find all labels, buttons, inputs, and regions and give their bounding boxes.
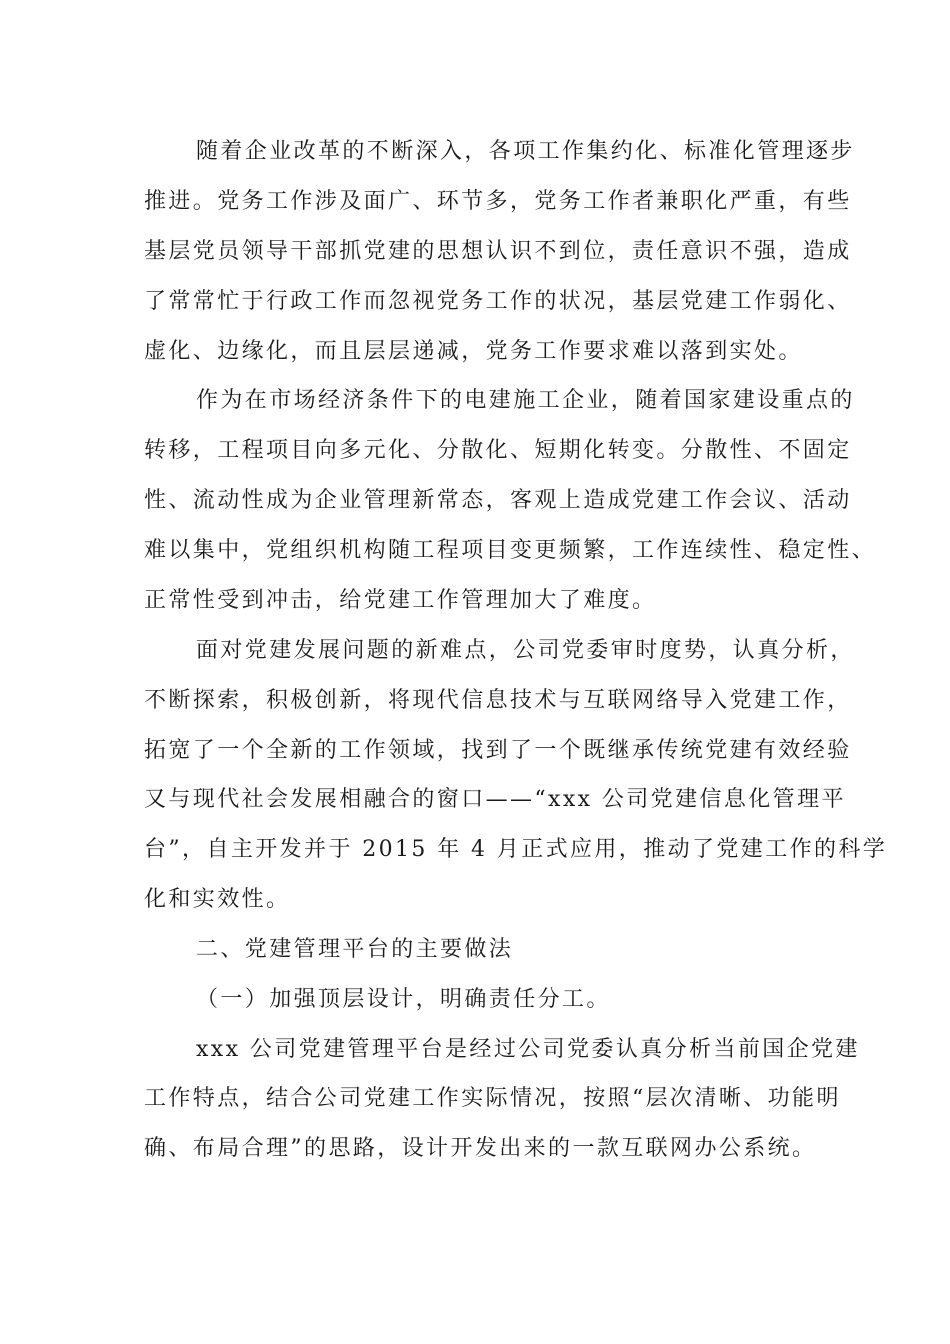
paragraph-1-line-2: 推进。党务工作涉及面广、环节多，党务工作者兼职化严重，有些 [144, 189, 852, 214]
paragraph-1-line-3: 基层党员领导干部抓党建的思想认识不到位，责任意识不强，造成 [144, 239, 852, 264]
paragraph-4-line-1: xxx 公司党建管理平台是经过公司党委认真分析当前国企党建 [196, 1037, 860, 1062]
paragraph-3-line-6: 化和实效性。 [144, 887, 291, 912]
paragraph-2-line-2: 转移，工程项目向多元化、分散化、短期化转变。分散性、不固定 [144, 438, 852, 463]
paragraph-1-line-4: 了常常忙于行政工作而忽视党务工作的状况，基层党建工作弱化、 [144, 289, 852, 314]
paragraph-2-line-3: 性、流动性成为企业管理新常态，客观上造成党建工作会议、活动 [144, 488, 852, 513]
paragraph-2-line-4: 难以集中，党组织机构随工程项目变更频繁，工作连续性、稳定性、 [144, 538, 877, 563]
paragraph-2-line-1: 作为在市场经济条件下的电建施工企业，随着国家建设重点的 [196, 388, 855, 413]
paragraph-3-line-1: 面对党建发展问题的新难点，公司党委审时度势，认真分析， [196, 638, 855, 663]
paragraph-1-line-1: 随着企业改革的不断深入，各项工作集约化、标准化管理逐步 [196, 139, 855, 164]
paragraph-4-line-3: 确、布局合理”的思路，设计开发出来的一款互联网办公系统。 [144, 1136, 817, 1161]
paragraph-2-line-5: 正常性受到冲击，给党建工作管理加大了难度。 [144, 588, 657, 613]
paragraph-3-line-3: 拓宽了一个全新的工作领域，找到了一个既继承传统党建有效经验 [144, 738, 852, 763]
paragraph-1-line-5: 虚化、边缘化，而且层层递减，党务工作要求难以落到实处。 [144, 339, 803, 364]
paragraph-3-line-5: 台”，自主开发并于 2015 年 4 月正式应用，推动了党建工作的科学 [144, 837, 888, 862]
subsection-heading: （一）加强顶层设计，明确责任分工。 [196, 987, 611, 1012]
paragraph-4-line-2: 工作特点，结合公司党建工作实际情况，按照“层次清晰、功能明 [144, 1086, 841, 1111]
paragraph-3-line-4: 又与现代社会发展相融合的窗口——“xxx 公司党建信息化管理平 [144, 787, 846, 812]
section-heading: 二、党建管理平台的主要做法 [196, 937, 514, 962]
paragraph-3-line-2: 不断探索，积极创新，将现代信息技术与互联网络导入党建工作， [144, 688, 852, 713]
